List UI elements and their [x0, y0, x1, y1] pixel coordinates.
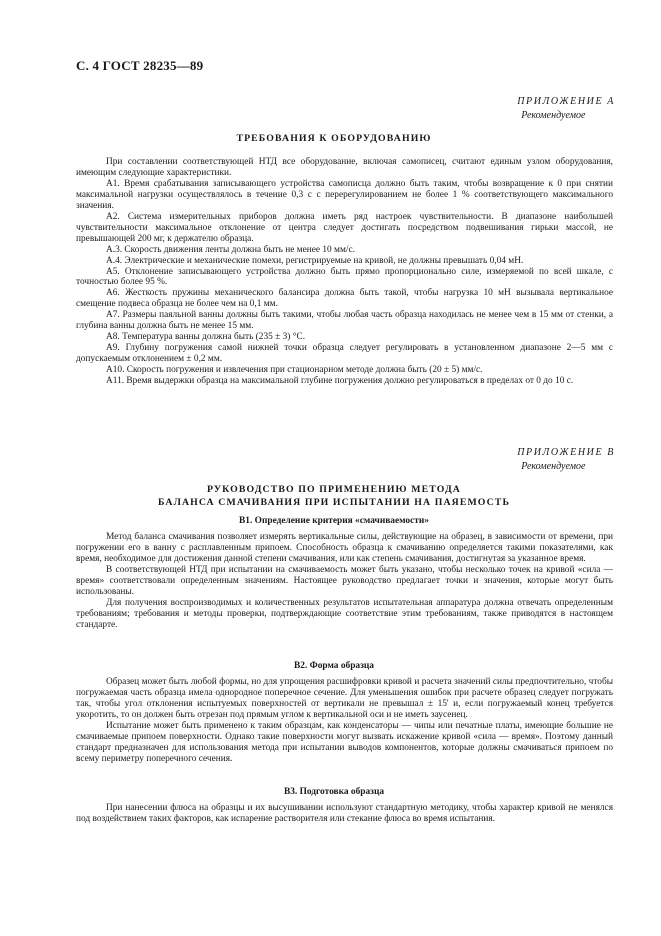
appendix-a-label: ПРИЛОЖЕНИЕ А — [517, 96, 615, 107]
appendix-b-title-line-2: БАЛАНСА СМАЧИВАНИЯ ПРИ ИСПЫТАНИИ НА ПАЯЕМОСТЬ — [157, 497, 511, 508]
paragraph: Образец может быть любой формы, но для упрощения расшифровки кривой и расчета значений силы предпочтительно, чтобы погружаемая часть образца имела однородное поперечное сечение. Для уменьшения ошибок при расчете образец следует погружать так, чтобы угол отклонения испытуемых поверхностей от вертикали не превышал ± 15' и, если погружаемый конец требуется укоротить, то он должен быть отрезан под прямым углом к вертикальной оси и не иметь заусенец. — [76, 677, 613, 720]
paragraph: Метод баланса смачивания позволяет измерять вертикальные силы, действующие на образец, в зависимости от времени, при погружении его в ванну с расплавленным припоем. Способность образца к смачиванию определяется такими показателями, как время, необходимое для достижения данной степени смачивания, или как степень смачивания, достигнутая за указанное время. — [76, 532, 613, 564]
section-b2-body — [76, 677, 613, 765]
paragraph: При составлении соответствующей НТД все оборудование, включая самописец, считают единым узлом оборудования, имеющим следующие характеристики. — [76, 157, 613, 178]
appendix-b-title-line-1: РУКОВОДСТВО ПО ПРИМЕНЕНИЮ МЕТОДА — [207, 484, 461, 495]
section-b2-heading: В2. Форма образца — [294, 661, 374, 671]
paragraph: Для получения воспроизводимых и количественных результатов испытательная аппаратура должна отвечать определенным требованиям; требования и методы проверки, подтверждающие соответствие этим требованиям, также приводятся в настоящем стандарте. — [76, 597, 613, 630]
page-header: С. 4 ГОСТ 28235—89 — [76, 58, 204, 73]
paragraph: А8. Температура ванны должна быть (235 ± 3) °С. — [106, 332, 306, 343]
paragraph: А6. Жесткость пружины механического балансира должна быть такой, чтобы нагрузка 10 мН вызывала вертикальное смещение подвеса образца не более чем на 0,1 мм. — [76, 288, 613, 310]
paragraph: При нанесении флюса на образцы и их высушивании используют стандартную методику, чтобы характер кривой не менялся под воздействием таких факторов, как испарение растворителя или стекание флюса во время испытания. — [76, 803, 613, 824]
paragraph: А2. Система измерительных приборов должна иметь ряд настроек чувствительности. В диапазоне наибольшей чувствительности максимальное отклонение от центра следует достигать посредством подвешивания гирьки массой, не превышающей 200 мг, к держателю образца. — [76, 211, 613, 244]
appendix-b-label-block — [517, 446, 615, 474]
appendix-a-status: Рекомендуемое — [521, 110, 586, 121]
paragraph: А10. Скорость погружения и извлечения при стационарном методе должна быть (20 ± 5) мм/с. — [106, 365, 483, 376]
paragraph: А11. Время выдержки образца на максимальной глубине погружения должно регулироваться в пределах от 0 до 10 с. — [106, 376, 574, 387]
appendix-b-status: Рекомендуемое — [521, 461, 586, 472]
paragraph: А1. Время срабатывания записывающего устройства самописца должно быть таким, чтобы возвращение к 0 при снятии максимальной нагрузки осуществлялось в течение 0,3 с с перерегулированием не более 1 % соответствующего максимального значения. — [76, 178, 613, 211]
paragraph: А9. Глубину погружения самой нижней точки образца следует регулировать в установленном диапазоне 2—5 мм с допускаемым отклонением ± 0,2 мм. — [76, 343, 613, 365]
section-b3-body — [76, 803, 613, 825]
paragraph: А.4. Электрические и механические помехи, регистрируемые на кривой, не должны превышать 0,04 мН. — [106, 255, 524, 266]
paragraph: Испытание может быть применено к таким образцам, как конденсаторы — чипы или печатные платы, имеющие большие не смачиваемые припоем поверхности. Однако такие поверхности могут вызвать искажение кривой «сила — время». Поэтому данный стандарт предназначен для использования метода при испытании выводов компонентов, которые должны смачиваться припоем по всему периметру поперечного сечения. — [76, 720, 613, 764]
paragraph: А.3. Скорость движения ленты должна быть не менее 10 мм/с. — [106, 244, 355, 255]
paragraph: В соответствующей НТД при испытании на смачиваемость может быть указано, чтобы несколько точек на кривой «сила — время» соответствовали определенным значениям. Настоящее руководство предлагает точки и значения, которые могут быть использованы. — [76, 564, 613, 597]
appendix-a-title: ТРЕБОВАНИЯ К ОБОРУДОВАНИЮ — [236, 133, 432, 144]
appendix-a-label-block — [517, 95, 615, 123]
section-b1-body — [76, 532, 613, 631]
section-b1-heading: В1. Определение критерия «смачиваемости» — [239, 516, 429, 526]
paragraph: А7. Размеры паяльной ванны должны быть такими, чтобы любая часть образца находилась не менее чем в 15 мм от стенки, а глубина ванны должна быть не менее 15 мм. — [76, 310, 613, 332]
section-b3-heading: В3. Подготовка образца — [283, 787, 385, 797]
appendix-a-body — [76, 157, 613, 387]
appendix-b-label: ПРИЛОЖЕНИЕ В — [517, 447, 615, 458]
paragraph: А5. Отклонение записывающего устройства должно быть прямо пропорционально силе, измеряемой по всей шкале, с точностью более 95 %. — [76, 266, 613, 288]
